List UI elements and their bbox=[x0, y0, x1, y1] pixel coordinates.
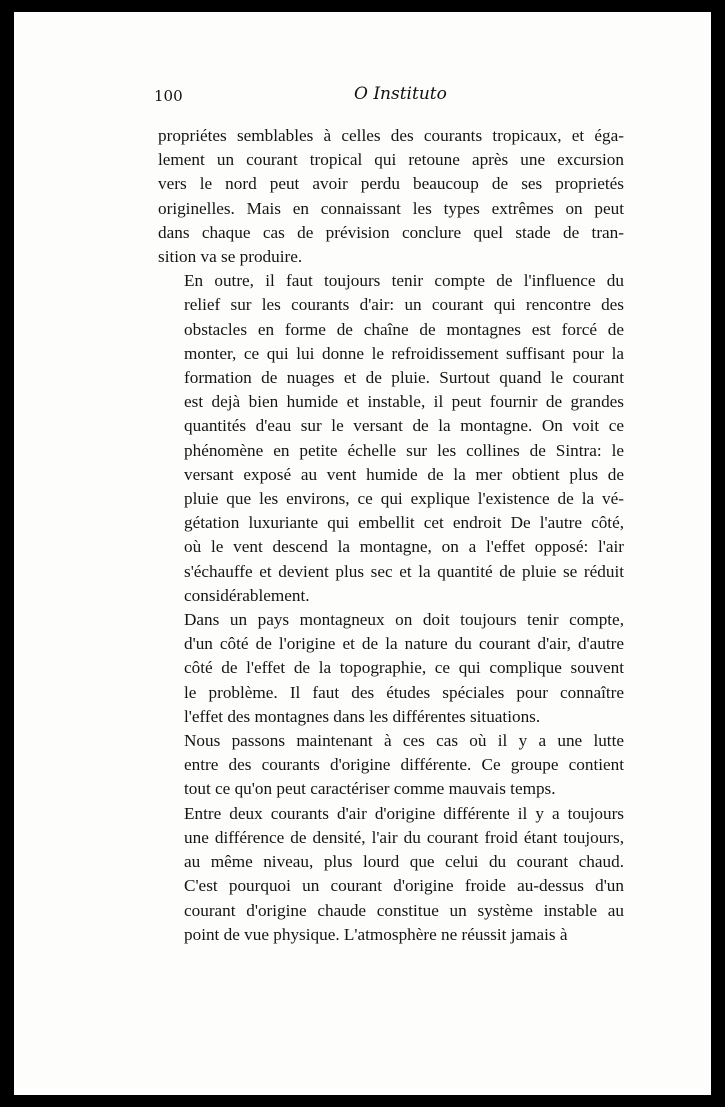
text-line: Nous passons maintenant à ces cas où il y a une lutte bbox=[184, 731, 624, 751]
text-line: considérablement. bbox=[184, 585, 310, 605]
text-line: C'est pourquoi un courant d'origine froide au-dessus d'un bbox=[184, 876, 624, 896]
text-line: le problème. Il faut des études spéciales pour connaître bbox=[184, 682, 624, 702]
paragraph bbox=[158, 124, 624, 269]
text-line: s'échauffe et devient plus sec et la quantité de pluie se réduit bbox=[184, 561, 624, 581]
text-line: sition va se produire. bbox=[158, 247, 303, 267]
page-number: 100 bbox=[154, 87, 183, 105]
text-line: En outre, il faut toujours tenir compte de l'influence du bbox=[184, 271, 624, 291]
text-line: est dejà bien humide et instable, il peut fournir de grandes bbox=[184, 392, 624, 412]
text-line: monter, ce qui lui donne le refroidissement suffisant pour la bbox=[184, 343, 624, 363]
text-line: relief sur les courants d'air: un courant qui rencontre des bbox=[184, 295, 624, 315]
text-line: côté de l'effet de la topographie, ce qui complique souvent bbox=[184, 658, 624, 678]
text-line: Entre deux courants d'air d'origine différente il y a toujours bbox=[184, 803, 624, 823]
text-line: lement un courant tropical qui retoune après une excursion bbox=[158, 150, 624, 170]
paragraph bbox=[158, 802, 624, 947]
text-line: au même niveau, plus lourd que celui du courant chaud. bbox=[184, 852, 624, 872]
text-line: versant exposé au vent humide de la mer obtient plus de bbox=[184, 464, 624, 484]
text-line: Dans un pays montagneux on doit toujours tenir compte, bbox=[184, 610, 624, 630]
book-page bbox=[14, 12, 711, 1095]
text-line: gétation luxuriante qui embellit cet endroit De l'autre côté, bbox=[184, 513, 624, 533]
text-line: courant d'origine chaude constitue un système instable au bbox=[184, 900, 624, 920]
text-line: dans chaque cas de prévision conclure quel stade de tran- bbox=[158, 222, 624, 242]
text-line: où le vent descend la montagne, on a l'effet opposé: l'air bbox=[184, 537, 624, 557]
page-header bbox=[154, 84, 624, 108]
text-line: quantités d'eau sur le versant de la montagne. On voit ce bbox=[184, 416, 624, 436]
text-line: point de vue physique. L'atmosphère ne réussit jamais à bbox=[184, 924, 568, 944]
text-line: une différence de densité, l'air du courant froid étant toujours, bbox=[184, 827, 624, 847]
paragraph bbox=[158, 269, 624, 608]
text-line: entre des courants d'origine différente. Ce groupe contient bbox=[184, 755, 624, 775]
text-line: originelles. Mais en connaissant les types extrêmes on peut bbox=[158, 198, 624, 218]
paragraph bbox=[158, 729, 624, 802]
text-line: formation de nuages et de pluie. Surtout quand le courant bbox=[184, 368, 624, 388]
running-title: O Instituto bbox=[354, 84, 447, 104]
body-text bbox=[158, 124, 624, 947]
text-line: tout ce qu'on peut caractériser comme mauvais temps. bbox=[184, 779, 556, 799]
text-line: pluie que les environs, ce qui explique l'existence de la vé- bbox=[184, 489, 624, 509]
paragraph bbox=[158, 608, 624, 729]
text-line: obstacles en forme de chaîne de montagnes est forcé de bbox=[184, 319, 624, 339]
text-line: phénomène en petite échelle sur les collines de Sintra: le bbox=[184, 440, 624, 460]
text-line: d'un côté de l'origine et de la nature du courant d'air, d'autre bbox=[184, 634, 624, 654]
text-line: vers le nord peut avoir perdu beaucoup de ses proprietés bbox=[158, 174, 624, 194]
text-line: propriétes semblables à celles des courants tropicaux, et éga- bbox=[158, 126, 624, 145]
text-line: l'effet des montagnes dans les différentes situations. bbox=[184, 706, 541, 726]
